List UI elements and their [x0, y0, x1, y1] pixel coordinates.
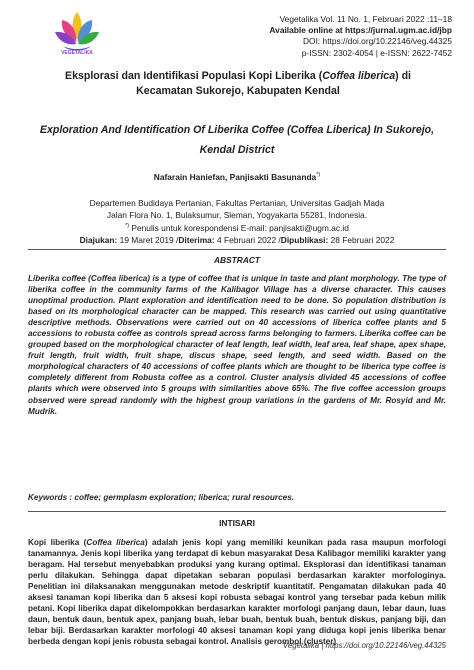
title-english: Exploration And Identification Of Liberika Coffee (Coffea Liberica) In Sukorejo, Kendal District [39, 124, 435, 156]
logo-wordmark: VEGETALIKA [61, 50, 93, 56]
page-footer: Vegetalika | https://doi.org/10.22146/veg.44325 [283, 641, 446, 650]
divider-top [28, 249, 446, 250]
abstract-body: Liberika coffee (Coffea liberica) is a type of coffee that is unique in taste and plant morphology. The type of liberika coffee in the community farms of the Kalibagor Village has a diverse character. This causes unoptimal production. Plant exploration and identification need to be done. So population distribution is based on its morphological character can be mapped. This research was carried out using quantitative descriptive methods. Observations were carried out on 40 accessions of liberica coffee plants and 5 accessions to robusta coffee as controls spread across farms belonging to farmers. Liberika coffee can be grouped based on the morphological character of leaf length, leaf width, leaf area, leaf shape, apex shape, fruit length, fruit width, fruit shape, discus shape, seed length, and seed width. Based on the morphological characters of 40 accessions of coffee plants which are thought to be liberica type coffee is completely different from Robusta coffee as a control. Cluster analysis divided 45 accessions of coffee plants which were observed into 5 groups with similarities above 65%. The five coffee accession groups observed were spread randomly with the highest group variations in the gardens of Mr. Rosyid and Mr. Mudrik. [28, 274, 446, 416]
correspondence-line: *) Penulis untuk korespondensi E-mail: panjisakti@ugm.ac.id [125, 222, 349, 233]
dates-line: Diajukan: 19 Maret 2019 /Diterima: 4 Februari 2022 /Dipublikasi: 28 Februari 2022 [79, 234, 395, 245]
divider-bottom [28, 511, 446, 512]
journal-logo [52, 6, 102, 58]
address-line: Jalan Flora No. 1, Bulaksumur, Sleman, Yogyakarta 55281, Indonesia. [106, 209, 368, 220]
doi-line: DOI: https://doi.org/10.22146/veg.44325 [303, 36, 452, 47]
intisari-body: Kopi liberika (Coffea liberica) adalah jenis kopi yang memiliki keunikan pada rasa maupun morfologi tanamannya. Jenis kopi liberika yang terdapat di kebun masyarakat Desa Kalibagor memiliki karakter yang beragam. Hal tersebut menyebabkan produksi yang kurang optimal. Eksplorasi dan identifikasi tanaman perlu dilakukan. Sehingga dapat dipetakan sebaran populasi berdasarkan karakter morfologinya. Penelitian ini dilaksanakan menggunakan metode deskriptif kuantitatif. Pengamatan dilakukan pada 40 aksesi tanaman kopi liberika dan 5 aksesi kopi robusta sebagai kontrol yang tersebar pada kebun milik petani. Kopi liberika dapat dikelompokkan berdasarkan karakter morfologi panjang daun, lebar daun, luas daun, bentuk daun, bentuk apex, panjang buah, lebar buah, bentuk buah, bentuk diskus, panjang biji, dan lebar biji. Berdasarkan karakter morfologi 40 aksesi tanaman kopi yang diduga kopi jenis liberika benar berbeda dengan kopi jenis robusta sebagai kontrol. Analisis gerombol (cluster) [28, 538, 447, 647]
journal-header [212, 14, 452, 59]
author-list: Nafarain Haniefan, Panjisakti Basunanda*) [153, 172, 321, 182]
intisari-heading: INTISARI [219, 518, 255, 528]
online-availability-line: Available online at https://jurnal.ugm.ac.id/jbp [269, 25, 452, 36]
keywords-line: Keywords : coffee; germplasm exploration; liberica; rural resources. [28, 493, 295, 502]
journal-volume-line: Vegetalika Vol. 11 No. 1, Februari 2022 :11–18 [279, 14, 452, 24]
affiliation-block [40, 198, 434, 246]
department-line: Departemen Budidaya Pertanian, Fakultas Pertanian, Universitas Gadjah Mada [89, 198, 385, 208]
title-indonesian: Eksplorasi dan Identifikasi Populasi Kopi Liberika (Coffea liberica) di Kecamatan Sukorejo, Kabupaten Kendal [65, 70, 411, 97]
abstract-heading: ABSTRACT [213, 255, 261, 265]
issn-line: p-ISSN: 2302-4054 | e-ISSN: 2622-7452 [301, 47, 452, 58]
